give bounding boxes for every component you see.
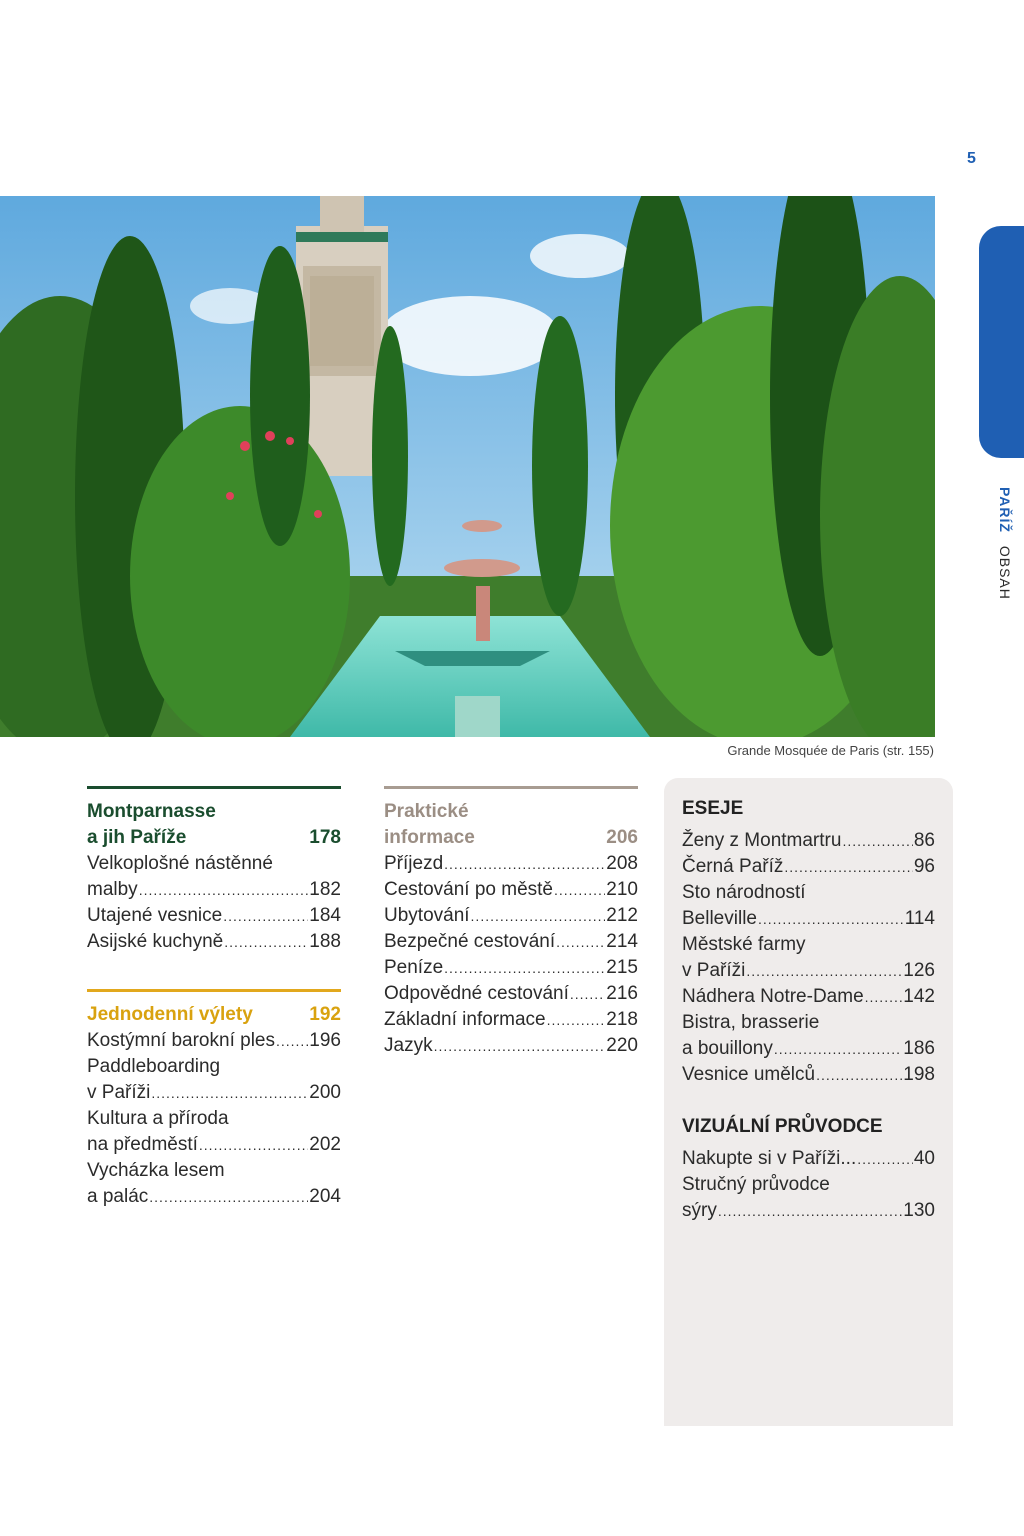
- toc-entry[interactable]: Bistra, brasserie a bouillony ..... 186: [682, 1010, 935, 1062]
- toc-entry[interactable]: Základní informace ..... 218: [384, 1007, 638, 1033]
- section-title-line-2: informace 206: [384, 825, 638, 851]
- section-page: 192: [309, 1004, 341, 1025]
- section-title: Praktické: [384, 801, 469, 822]
- group-title: ESEJE: [682, 798, 744, 819]
- toc-entry[interactable]: Kultura a příroda na předměstí ..... 202: [87, 1106, 341, 1158]
- toc-entry[interactable]: Vesnice umělců ..... 198: [682, 1062, 935, 1088]
- toc-section-practical: [384, 786, 638, 1059]
- toc-column-3-box: [664, 778, 953, 1426]
- toc-entry[interactable]: Jazyk ..... 220: [384, 1033, 638, 1059]
- toc-entry[interactable]: Městské farmy v Paříži ..... 126: [682, 932, 935, 984]
- toc-entry[interactable]: Utajené vesnice ..... 184: [87, 903, 341, 929]
- toc-entry[interactable]: Asijské kuchyně ..... 188: [87, 929, 341, 955]
- toc-entry[interactable]: Ubytování ..... 212: [384, 903, 638, 929]
- section-page: 178: [309, 827, 341, 848]
- toc-entry[interactable]: Odpovědné cestování ..... 216: [384, 981, 638, 1007]
- page-number: 5: [967, 150, 976, 167]
- toc-entry[interactable]: Kostýmní barokní ples ..... 196: [87, 1028, 341, 1054]
- toc-section-montparnasse: [87, 786, 341, 955]
- garden-photo: [0, 196, 935, 737]
- toc-entry[interactable]: Příjezd ..... 208: [384, 851, 638, 877]
- photo-caption: Grande Mosquée de Paris (str. 155): [727, 743, 934, 758]
- section-rule: [384, 786, 638, 789]
- side-section: OBSAH: [997, 545, 1013, 600]
- side-tab: [979, 226, 1024, 458]
- toc-column-2: [384, 786, 638, 1085]
- side-city: PAŘÍŽ: [997, 487, 1013, 533]
- toc-entry[interactable]: Velkoplošné nástěnné malby ..... 182: [87, 851, 341, 903]
- toc-entry[interactable]: Nakupte si v Paříži... ..... 40: [682, 1146, 935, 1172]
- toc-entry[interactable]: Sto národností Belleville ..... 114: [682, 880, 935, 932]
- toc-entry[interactable]: Nádhera Notre-Dame ..... 142: [682, 984, 935, 1010]
- toc-entry[interactable]: Vycházka lesem a palác ..... 204: [87, 1158, 341, 1210]
- toc-entry[interactable]: Stručný průvodce sýry ..... 130: [682, 1172, 935, 1224]
- section-title: Montparnasse: [87, 801, 216, 822]
- section-rule: [87, 989, 341, 992]
- side-label: [997, 487, 1013, 600]
- toc-entry[interactable]: Černá Paříž ..... 96: [682, 854, 935, 880]
- toc-entry[interactable]: Ženy z Montmartru ..... 86: [682, 828, 935, 854]
- toc-entry[interactable]: Paddleboarding v Paříži ..... 200: [87, 1054, 341, 1106]
- section-rule: [87, 786, 341, 789]
- toc-section-day-trips: [87, 989, 341, 1210]
- group-title: VIZUÁLNÍ PRŮVODCE: [682, 1116, 883, 1137]
- toc-entry[interactable]: Cestování po městě ..... 210: [384, 877, 638, 903]
- toc-entry[interactable]: Bezpečné cestování ..... 214: [384, 929, 638, 955]
- toc-column-1: [87, 786, 341, 1236]
- section-title-line-2: a jih Paříže 178: [87, 825, 341, 851]
- section-page: 206: [606, 827, 638, 848]
- section-title: Jednodenní výlety 192: [87, 1002, 341, 1028]
- toc-entry[interactable]: Peníze ..... 215: [384, 955, 638, 981]
